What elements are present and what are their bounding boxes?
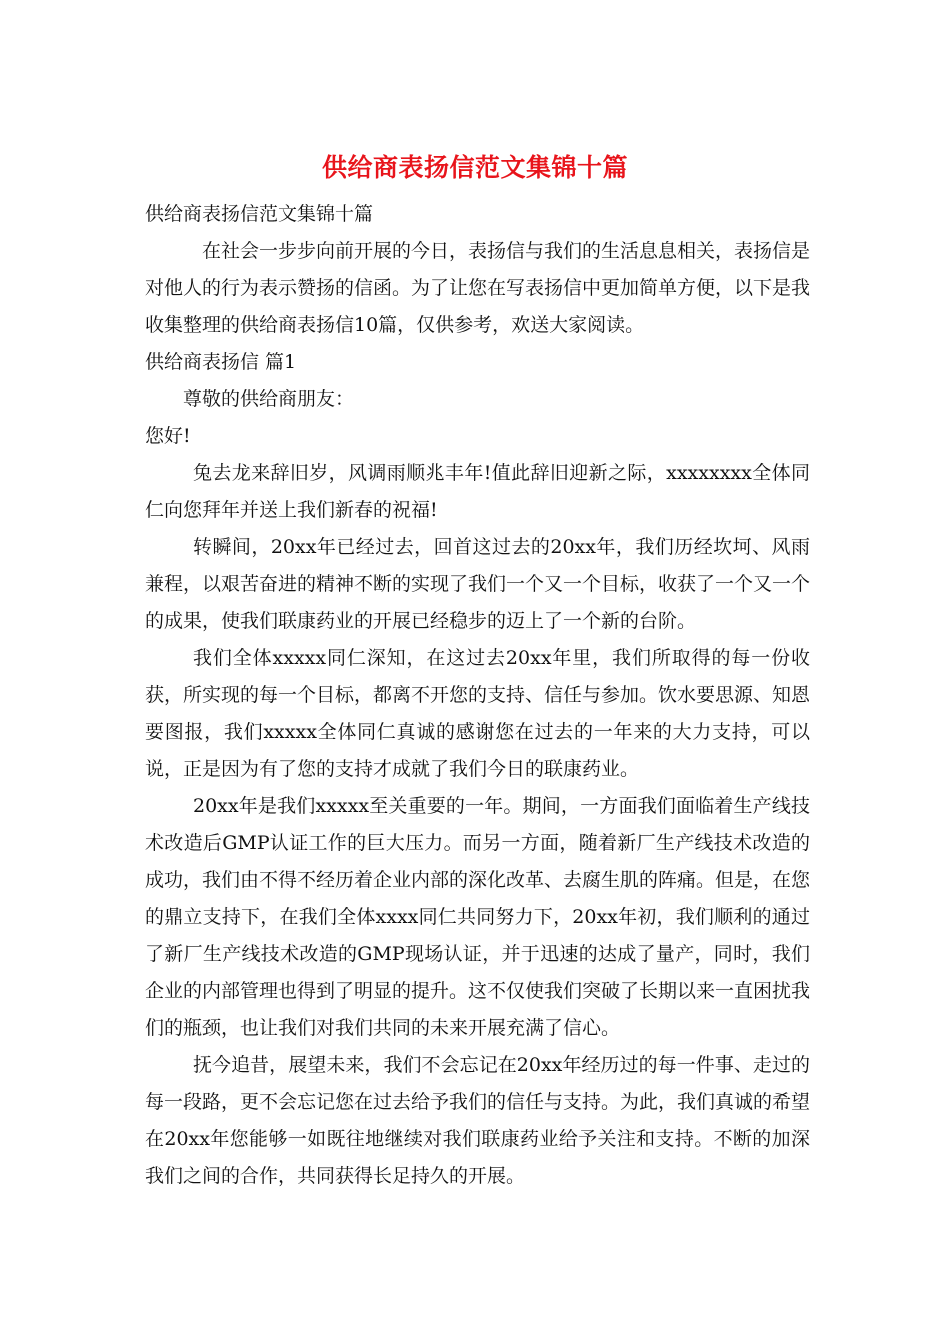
letter-paragraph: 20xx年是我们xxxxx至关重要的一年。期间，一方面我们面临着生产线技术改造后GMP认证工作的巨大压力。而另一方面，随着新厂生产线技术改造的成功，我们由不得不经历着企业内部的深化改革、去腐生肌的阵痛。但是，在您的鼎立支持下，在我们全体xxxx同仁共同努力下，20xx年初，我们顺利的通过了新厂生产线技术改造的GMP现场认证，并于迅速的达成了量产，同时，我们企业的内部管理也得到了明显的提升。这不仅使我们突破了长期以来一直困扰我们的瓶颈，也让我们对我们共同的未来开展充满了信心。 bbox=[145, 795, 811, 1039]
letter-paragraph: 转瞬间，20xx年已经过去，回首这过去的20xx年，我们历经坎坷、风雨兼程，以艰苦奋进的精神不断的实现了我们一个又一个目标，收获了一个又一个的成果，使我们联康药业的开展已经稳步的迈上了一个新的台阶。 bbox=[145, 536, 811, 632]
letter-paragraph: 抚今追昔，展望未来，我们不会忘记在20xx年经历过的每一件事、走过的每一段路，更不会忘记您在过去给予我们的信任与支持。为此，我们真诚的希望在20xx年您能够一如既往地继续对我们联康药业给予关注和支持。不断的加深我们之间的合作，共同获得长足持久的开展。 bbox=[145, 1054, 811, 1187]
document-body bbox=[145, 196, 810, 1195]
letter-greeting: 您好! bbox=[145, 425, 191, 447]
letter-salutation: 尊敬的供给商朋友： bbox=[183, 388, 355, 410]
letter-paragraph: 我们全体xxxxx同仁深知，在这过去20xx年里，我们所取得的每一份收获，所实现的每一个目标，都离不开您的支持、信任与参加。饮水要思源、知恩要图报，我们xxxxx全体同仁真诚的感谢您在过去的一年来的大力支持，可以说，正是因为有了您的支持才成就了我们今日的联康药业。 bbox=[145, 647, 811, 780]
document-title: 供给商表扬信范文集锦十篇 bbox=[321, 153, 628, 182]
letter-paragraph: 兔去龙来辞旧岁，风调雨顺兆丰年!值此辞旧迎新之际，xxxxxxxx全体同仁向您拜年并送上我们新春的祝福! bbox=[145, 462, 810, 521]
section-heading: 供给商表扬信 篇1 bbox=[145, 351, 297, 373]
intro-paragraph: 在社会一步步向前开展的今日，表扬信与我们的生活息息相关，表扬信是对他人的行为表示赞扬的信函。为了让您在写表扬信中更加简单方便，以下是我收集整理的供给商表扬信10篇，仅供参考，欢送大家阅读。 bbox=[145, 240, 811, 336]
document-subtitle: 供给商表扬信范文集锦十篇 bbox=[145, 203, 374, 225]
